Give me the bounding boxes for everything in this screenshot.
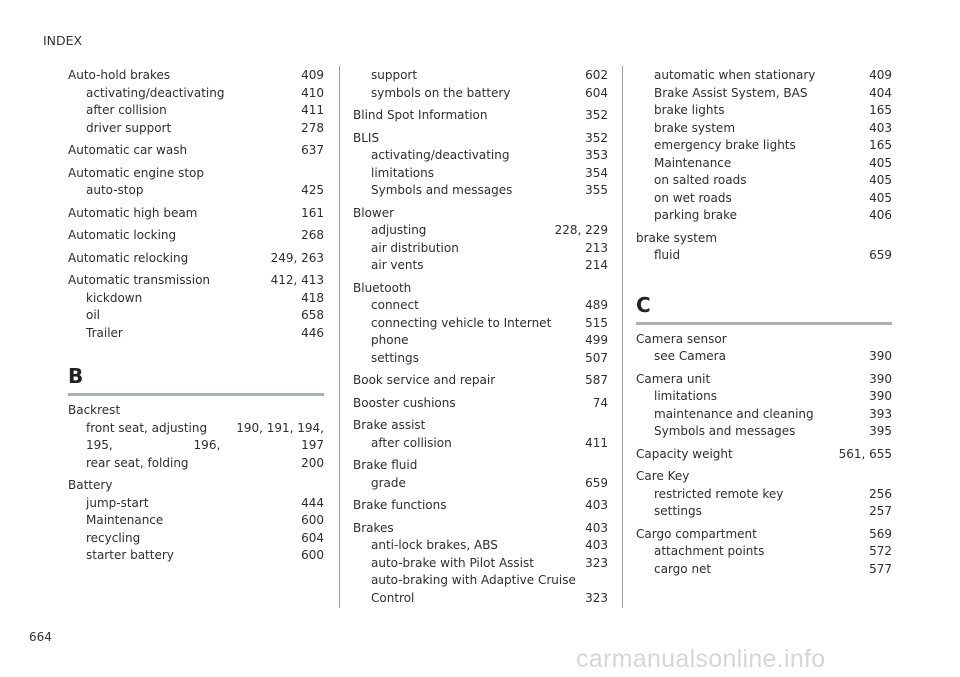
subentry-term: driver support bbox=[86, 120, 172, 135]
index-entry-continued bbox=[353, 67, 608, 102]
subentry-page: 604 bbox=[585, 85, 608, 100]
subentry-page: 390 bbox=[869, 389, 892, 403]
entry-term: Automatic high beam bbox=[68, 205, 198, 220]
subentry-page: 228, 229 bbox=[554, 223, 608, 237]
subentry-page: 489 bbox=[585, 298, 608, 312]
subentry-page: 355 bbox=[585, 183, 608, 197]
subentry-page: 446 bbox=[301, 325, 324, 340]
subentry-term: cargo net bbox=[654, 561, 712, 576]
entry-page: 587 bbox=[585, 373, 608, 387]
entry-page: 561, 655 bbox=[838, 446, 892, 461]
index-entry bbox=[68, 272, 324, 342]
subentry-page: 403 bbox=[869, 120, 892, 135]
subentry-page: 197 bbox=[301, 438, 324, 452]
index-entry bbox=[353, 205, 608, 275]
column-divider bbox=[622, 66, 623, 608]
subentry-term: see Camera bbox=[654, 349, 726, 363]
index-entry bbox=[636, 446, 892, 464]
entry-page: 409 bbox=[301, 68, 324, 82]
index-entry-continued bbox=[636, 67, 892, 225]
subentry-term: after collision bbox=[371, 435, 452, 450]
subentry-term: support bbox=[371, 68, 418, 82]
page-number: 664 bbox=[29, 630, 52, 644]
subentry-page: 411 bbox=[585, 435, 608, 450]
entry-page: 74 bbox=[592, 395, 608, 410]
entry-term: Brake functions bbox=[353, 498, 447, 512]
subentry-page: 604 bbox=[301, 530, 324, 545]
subentry-term: on salted roads bbox=[654, 173, 747, 187]
entry-term: Auto-hold brakes bbox=[68, 68, 171, 82]
entry-term: BLIS bbox=[353, 130, 380, 145]
index-entry bbox=[68, 165, 324, 200]
subentry-term: settings bbox=[371, 350, 419, 365]
index-entry bbox=[636, 526, 892, 579]
subentry-page: 390 bbox=[869, 349, 892, 363]
entry-term: Camera sensor bbox=[636, 331, 727, 346]
subentry-page: 602 bbox=[585, 68, 608, 82]
entry-page: 352 bbox=[585, 108, 608, 122]
subentry-term: Maintenance bbox=[654, 155, 732, 170]
entry-term: Automatic relocking bbox=[68, 250, 189, 265]
subentry-page: 353 bbox=[585, 148, 608, 162]
entry-term: Capacity weight bbox=[636, 446, 733, 461]
subentry-term: brake system bbox=[654, 120, 736, 135]
subentry-term: connecting vehicle to Internet bbox=[371, 315, 552, 330]
subentry-term: brake lights bbox=[654, 103, 725, 117]
index-column-3 bbox=[636, 67, 892, 583]
index-entry bbox=[68, 227, 324, 245]
subentry-term: limitations bbox=[371, 165, 434, 180]
subentry-page: 214 bbox=[585, 258, 608, 272]
subentry-page: 165 bbox=[869, 103, 892, 117]
section-c bbox=[636, 293, 892, 325]
index-entry bbox=[353, 457, 608, 492]
entry-term: Brake fluid bbox=[353, 458, 418, 472]
index-entry bbox=[353, 497, 608, 515]
entry-page: 352 bbox=[585, 130, 608, 145]
subentry-page: 323 bbox=[585, 590, 608, 605]
index-entry bbox=[353, 372, 608, 390]
entry-page: 569 bbox=[869, 526, 892, 541]
subentry-page: 411 bbox=[301, 103, 324, 117]
index-entry bbox=[353, 395, 608, 413]
index-column-2 bbox=[353, 67, 608, 612]
entry-term: Book service and repair bbox=[353, 373, 496, 387]
subentry-term: grade bbox=[371, 475, 406, 490]
entry-page: 637 bbox=[301, 143, 324, 157]
subentry-page: 418 bbox=[301, 290, 324, 305]
entry-term: Blind Spot Information bbox=[353, 108, 488, 122]
subentry-page: 403 bbox=[585, 538, 608, 552]
subentry-page: 200 bbox=[301, 455, 324, 470]
entry-page: 403 bbox=[585, 498, 608, 512]
index-column-1 bbox=[68, 67, 324, 570]
index-entry bbox=[68, 250, 324, 268]
section-divider bbox=[636, 322, 892, 325]
subentry-term: fluid bbox=[654, 248, 681, 262]
subentry-term: after collision bbox=[86, 103, 167, 117]
subentry-term: air distribution bbox=[371, 240, 459, 255]
subentry-page: 165 bbox=[869, 138, 892, 152]
subentry-page: 600 bbox=[301, 548, 324, 562]
subentry-term: restricted remote key bbox=[654, 486, 784, 501]
index-entry bbox=[636, 230, 892, 265]
subentry-term: rear seat, folding bbox=[86, 455, 189, 470]
index-entry bbox=[353, 107, 608, 125]
entry-term: Backrest bbox=[68, 403, 121, 417]
subentry-page: 658 bbox=[301, 308, 324, 322]
subentry-term: attachment points bbox=[654, 544, 765, 558]
index-entry bbox=[353, 520, 608, 608]
entry-term: Cargo compartment bbox=[636, 526, 757, 541]
index-entry bbox=[68, 402, 324, 472]
column-divider bbox=[339, 66, 340, 608]
subentry-term: jump-start bbox=[86, 495, 149, 510]
index-entry bbox=[353, 130, 608, 200]
subentry-page: 404 bbox=[869, 85, 892, 100]
subentry-page: 405 bbox=[869, 190, 892, 205]
index-entry bbox=[68, 205, 324, 223]
index-entry bbox=[353, 417, 608, 452]
subentry-page: 572 bbox=[869, 544, 892, 558]
entry-term: Automatic engine stop bbox=[68, 165, 205, 180]
entry-term: Bluetooth bbox=[353, 280, 412, 295]
entry-term: Care Key bbox=[636, 469, 690, 483]
index-entry bbox=[68, 142, 324, 160]
subentry-term: auto-braking with Adaptive Cruise bbox=[371, 573, 576, 587]
subentry-page: 515 bbox=[585, 315, 608, 330]
subentry-term: maintenance and cleaning bbox=[654, 406, 814, 421]
section-b bbox=[68, 364, 324, 396]
entry-page: 390 bbox=[869, 371, 892, 386]
subentry-term: front seat, adjusting bbox=[86, 420, 208, 435]
subentry-page: 195, bbox=[86, 438, 113, 452]
subentry-page: 507 bbox=[585, 350, 608, 365]
index-entry bbox=[68, 477, 324, 565]
entry-term: Camera unit bbox=[636, 371, 711, 386]
subentry-term: anti-lock brakes, ABS bbox=[371, 538, 498, 552]
subentry-page: 405 bbox=[869, 155, 892, 170]
subentry-term: parking brake bbox=[654, 208, 738, 222]
entry-term: Brake assist bbox=[353, 418, 426, 432]
subentry-term: auto-stop bbox=[86, 183, 144, 197]
subentry-page: 600 bbox=[301, 513, 324, 527]
subentry-term: settings bbox=[654, 504, 702, 518]
subentry-term: on wet roads bbox=[654, 190, 732, 205]
subentry-page: 659 bbox=[869, 248, 892, 262]
subentry-page: 405 bbox=[869, 173, 892, 187]
subentry-page: 410 bbox=[301, 85, 324, 100]
entry-term: Booster cushions bbox=[353, 395, 456, 410]
subentry-page: 406 bbox=[869, 208, 892, 222]
subentry-term: symbols on the battery bbox=[371, 85, 511, 100]
subentry-page: 395 bbox=[869, 424, 892, 438]
subentry-term: kickdown bbox=[86, 290, 143, 305]
entry-term: Blower bbox=[353, 205, 395, 220]
subentry-page: 190, 191, 194, bbox=[236, 420, 324, 435]
entry-term: Battery bbox=[68, 478, 113, 492]
subentry-term: starter battery bbox=[86, 548, 174, 562]
subentry-term: automatic when stationary bbox=[654, 68, 816, 82]
entry-page: 249, 263 bbox=[270, 250, 324, 265]
subentry-page: 444 bbox=[301, 495, 324, 510]
subentry-term: recycling bbox=[86, 530, 141, 545]
section-divider bbox=[68, 393, 324, 396]
subentry-term: connect bbox=[371, 298, 419, 312]
subentry-page: 196, bbox=[193, 438, 221, 452]
subentry-term: oil bbox=[86, 308, 101, 322]
subentry-page: 354 bbox=[585, 165, 608, 180]
subentry-term: Symbols and messages bbox=[371, 183, 513, 197]
subentry-page: 577 bbox=[869, 561, 892, 576]
subentry-page: 659 bbox=[585, 475, 608, 490]
subentry-term: Trailer bbox=[86, 325, 123, 340]
subentry-term: Brake Assist System, BAS bbox=[654, 85, 808, 100]
index-entry bbox=[353, 280, 608, 368]
entry-term: brake system bbox=[636, 230, 718, 245]
entry-term: Automatic transmission bbox=[68, 273, 211, 287]
subentry-term: phone bbox=[371, 333, 409, 347]
subentry-page: 425 bbox=[301, 183, 324, 197]
subentry-term: Control bbox=[371, 590, 415, 605]
entry-page: 161 bbox=[301, 205, 324, 220]
entry-term: Automatic car wash bbox=[68, 143, 188, 157]
subentry-term: limitations bbox=[654, 389, 717, 403]
subentry-term: auto-brake with Pilot Assist bbox=[371, 555, 534, 570]
index-entry bbox=[636, 371, 892, 441]
subentry-page: 278 bbox=[301, 120, 324, 135]
subentry-term: emergency brake lights bbox=[654, 138, 796, 152]
section-letter: C bbox=[636, 292, 650, 317]
subentry-term: air vents bbox=[371, 258, 424, 272]
subentry-page: 499 bbox=[585, 333, 608, 347]
subentry-term: adjusting bbox=[371, 223, 427, 237]
entry-term: Automatic locking bbox=[68, 228, 177, 242]
subentry-page: 409 bbox=[869, 68, 892, 82]
subentry-term: Maintenance bbox=[86, 513, 164, 527]
subentry-page: 323 bbox=[585, 555, 608, 570]
subentry-term: Symbols and messages bbox=[654, 424, 796, 438]
page-header-title: INDEX bbox=[43, 33, 83, 48]
index-entry bbox=[636, 331, 892, 366]
subentry-page: 213 bbox=[585, 240, 608, 255]
subentry-term: activating/deactivating bbox=[86, 85, 225, 100]
subentry-term: activating/deactivating bbox=[371, 148, 510, 162]
subentry-page: 393 bbox=[869, 406, 892, 421]
entry-page: 268 bbox=[301, 228, 324, 242]
index-entry bbox=[636, 468, 892, 521]
entry-page: 412, 413 bbox=[270, 273, 324, 287]
subentry-page: 256 bbox=[869, 486, 892, 501]
subentry-page: 257 bbox=[869, 504, 892, 518]
entry-page: 403 bbox=[585, 520, 608, 535]
section-letter: B bbox=[68, 364, 83, 388]
index-entry bbox=[68, 67, 324, 137]
entry-term: Brakes bbox=[353, 520, 394, 535]
watermark-text: carmanualsonline.info bbox=[576, 645, 826, 673]
